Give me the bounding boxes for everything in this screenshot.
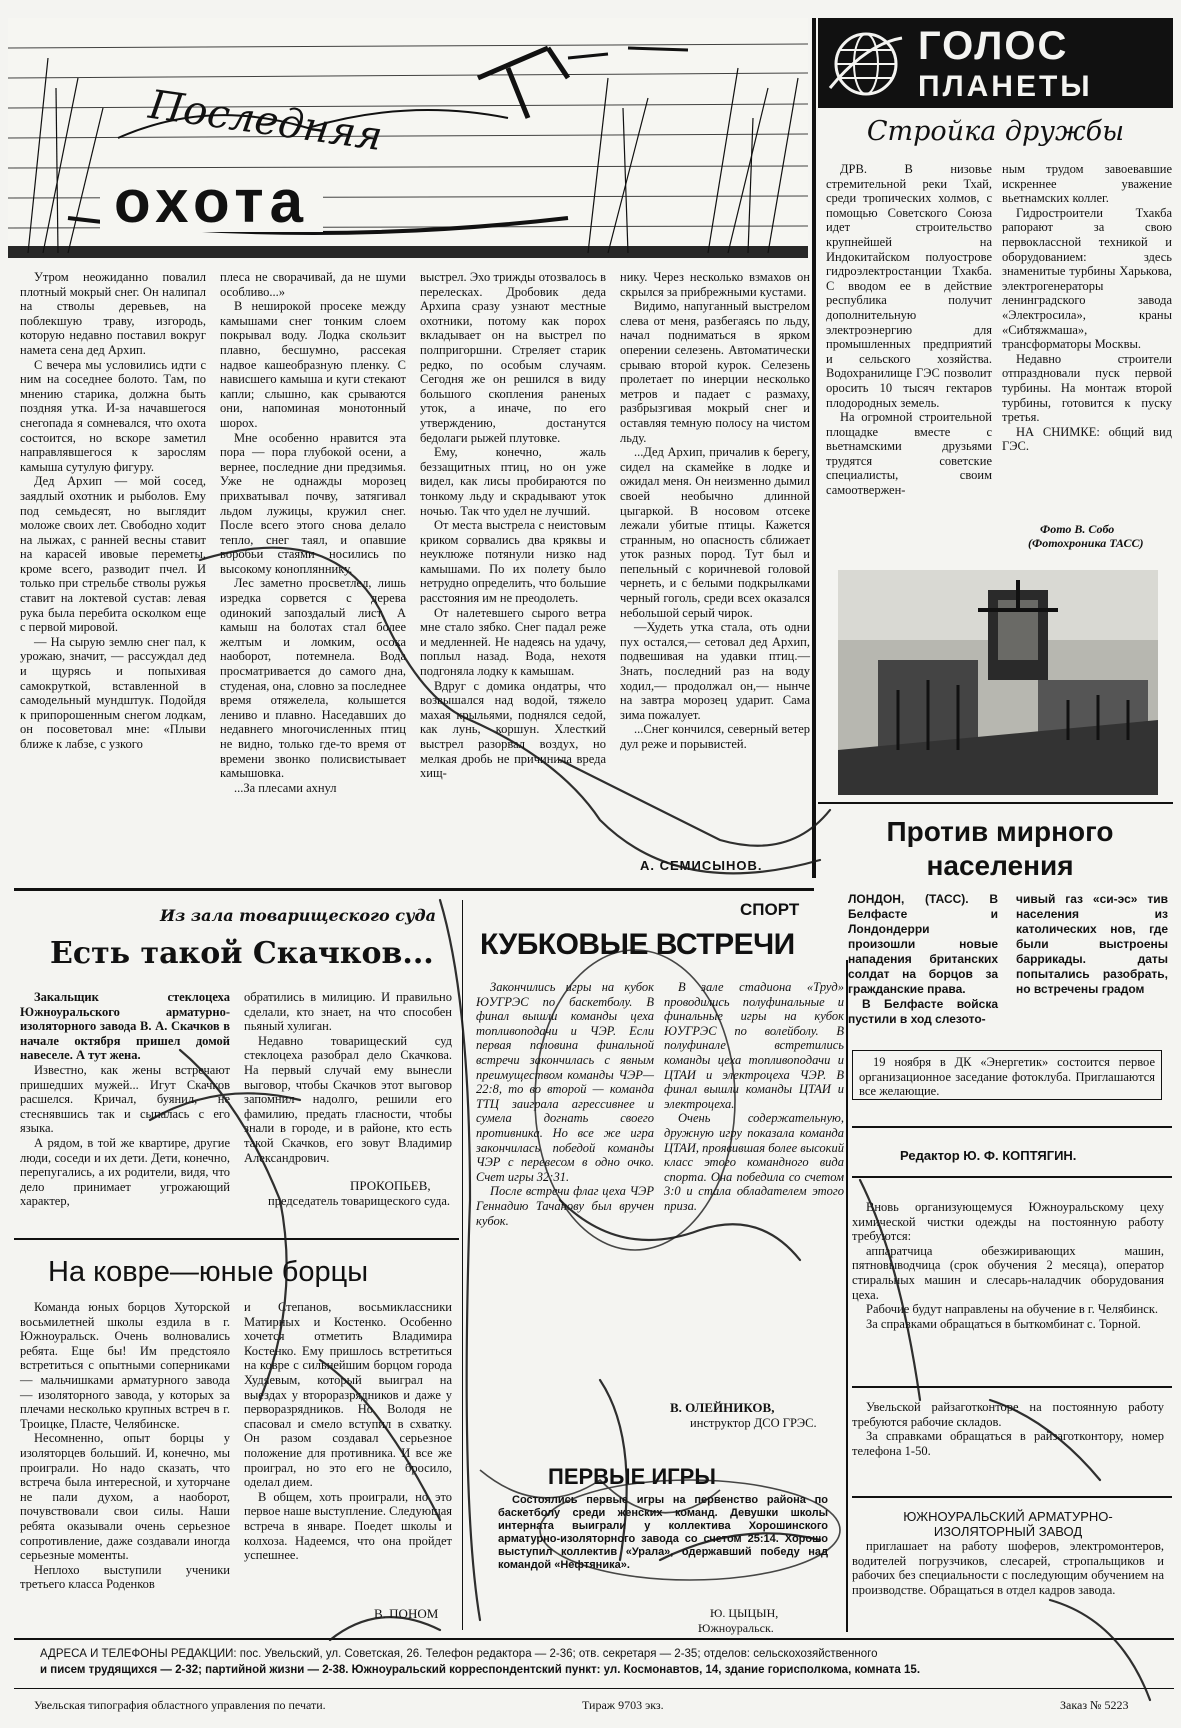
- rule-editor-top: [852, 1126, 1172, 1128]
- court-column-2: [244, 990, 452, 1165]
- hunt-paragraph: выстрел. Эхо трижды отозвалось в перелесках. Дробовик деда Архипа сразу узнают местные охотники, потому как порох вкладывает он на выстрел по полпригоршни. Стреляет старик редко, по особым случаям. Сегодня же он решился в виду большого скопления раненых уток, а иначе, по его утверждению, достанутся бедолаги рыжей плутовке.: [420, 270, 606, 445]
- wrestlers-signature: В. ПОНОМ: [374, 1606, 439, 1621]
- sport-paragraph: Закончились игры на кубок ЮУГРЭС по баскетболу. В финал вышли команды цеха топливоподачи и ЧЭР. Если первая половина финальной встречи закончилась с явным преимуществом команды ЧЭР—22:8, то во второй — команда ТТЦ заиграла агрессивнее и сумела догнать своего противника. Но все же игра закончилась победой команды ЧЭР с перевесом в одно очко. Счет игры 32:31.: [476, 980, 654, 1184]
- factory-ad-title: ЮЖНОУРАЛЬСКИЙ АРМАТУРНО-: [903, 1509, 1113, 1524]
- ad-paragraph: Рабочие будут направлены на обучение в г. Челябинск.: [866, 1302, 1159, 1317]
- sport-column-1: [476, 980, 654, 1390]
- hunt-paragraph: В неширокой просеке между камышами снег тонким слоем покрывал воду. Лодка скользит плавно, бесшумно, рассекая надвое кашеобразную пленку. С нависшего камыша и куги стекают капли; слышно, как срываются они, напоминая монотонный шорох.: [220, 299, 406, 430]
- peace-paragraph: В Белфасте войска пустили в ход слезото-: [848, 997, 998, 1026]
- hunt-paragraph: плеса не сворачивай, да не шуми особливо...»: [220, 270, 406, 299]
- hunt-paragraph: С вечера мы условились идти с ним на соседнее болото. Там, по мнению старика, должна быть поздняя утка. И-за начавшегося снегопада я сомневался, что охота состоится, но вскоре заметил направлявшегося к зарослям камыша сутулую фигуру.: [20, 357, 206, 474]
- court-paragraph: обратились в милицию. И правильно сделали, кто знает, на что способен пьяный хулиган.: [244, 990, 452, 1034]
- ad-paragraph: приглашает на работу шоферов, электромонтеров, водителей погрузчиков, слесарей, стропальщиков и рабочих без специальности с последующим обучением на производстве. Обращаться в отдел кадров завода.: [852, 1539, 1164, 1597]
- ad-paragraph: Вновь организующемуся Южноуральскому цеху химической чистки одежды на постоянную работу требуются:: [852, 1200, 1164, 1244]
- hunt-paragraph: ...Снег кончился, северный ветер дул реже и порывистей.: [620, 722, 810, 751]
- wrestlers-paragraph: Неплохо выступили ученики третьего класса Роденков: [20, 1562, 230, 1592]
- rule-hunt-right: [812, 18, 816, 878]
- rule-hunt-bottom: [14, 888, 814, 891]
- rule-court-bottom: [14, 1238, 459, 1240]
- hunt-column-1: [20, 270, 206, 895]
- rule-golos-sep: [818, 802, 1173, 804]
- golos-header: [818, 18, 1173, 108]
- court-title: Есть такой Скачков...: [50, 936, 434, 971]
- rule-court-right: [462, 900, 463, 1630]
- rule-footer-top: [14, 1638, 1174, 1640]
- peace-column-1: [848, 892, 998, 1027]
- wrestlers-column-1: [20, 1300, 230, 1620]
- first-games-title: ПЕРВЫЕ ИГРЫ: [548, 1464, 716, 1489]
- footer-address-line1: АДРЕСА И ТЕЛЕФОНЫ РЕДАКЦИИ: пос. Увельский, ул. Советская, 26. Телефон редактора — 2-36; отв. секретаря — 2-35; отделов: сельскохозяйственного: [40, 1648, 878, 1660]
- ad-paragraph: За справками обращаться в райзаготконтору, номер телефона 1-50.: [852, 1429, 1164, 1458]
- hunt-signature: А. СЕМИСЫНОВ.: [640, 858, 763, 873]
- sport-signature: В. ОЛЕЙНИКОВ,: [670, 1400, 775, 1415]
- sport-paragraph: После встречи флаг цеха ЧЭР Геннадию Тачанову был вручен кубок.: [476, 1184, 654, 1228]
- golos-paragraph: Гидростроители Тхакба рапорают за свою первоклассной техникой и оборудованием: здесь знаменитые турбины Харькова, электрогенераторы ленинградского завода «Электросила», краны «Сибтяжмаша», трансформаторы Москвы.: [1002, 205, 1172, 352]
- rule-sport-right: [846, 960, 848, 1632]
- globe-icon: [826, 24, 906, 104]
- court-column-1: [20, 990, 230, 1215]
- hunt-paragraph: ...За плесами ахнул: [234, 780, 337, 795]
- sport-rubric: СПОРТ: [740, 900, 800, 919]
- hunt-paragraph: нику. Через несколько взмахов он скрылся за прибрежными кустами.: [620, 270, 810, 299]
- golos-paragraph: Недавно строители отпраздновали пуск первой турбины. На монтаж второй турбины, готовится к пуску третья.: [1002, 351, 1172, 425]
- first-games-role: Южноуральск.: [698, 1621, 774, 1635]
- wrestlers-paragraph: Несомненно, опыт борцы у изоляторцев больший. И, конечно, мы проиграли. Но надо сказать, что встреча была интересной, и хуторчане не пали духом, а наоборот, почувствовали свои силы. Наши ребята оказывали очень серьезное сопротивление, даже создавали иногда серьезные моменты.: [20, 1431, 230, 1563]
- wrestlers-paragraph: В общем, хоть проиграли, но это первое наше выступление. Следующая встреча в январе. Поедет школы и колхоза. Надеемся, что она пройдет успешнее.: [244, 1489, 452, 1563]
- ad-paragraph: Увельской райзаготконторе на постоянную работу требуются рабочие складов.: [852, 1400, 1164, 1429]
- hunt-title-block: охота: [100, 172, 323, 232]
- golos-logo-line2: ПЛАНЕТЫ: [918, 70, 1093, 103]
- sport-title: КУБКОВЫЕ ВСТРЕЧИ: [480, 928, 795, 961]
- hunt-column-3: [420, 270, 606, 895]
- footer-printer: Увельская типография областного управления по печати.: [34, 1698, 326, 1712]
- hunt-paragraph: Ему, конечно, жаль беззащитных птиц, но он уже видел, как лисы пробираются по тонкому льду и скрадывают уток ночью. Так что удел не лучший.: [420, 445, 606, 518]
- footer-order: Заказ № 5223: [1060, 1698, 1129, 1712]
- golos-paragraph: ДРВ. В низовье стремительной реки Тхай, среди тропических холмов, с помощью Советского Союза идет строительство крупнейшей на Индокитайском полуострове гидроэлектростанции Тхакба. С вводом ее в действие республика получит дополнительную электроэнергию для промышленных предприятий и сельского хозяйства. Водохранилище ГЭС позволит оросить 10 тысяч гектаров плодородных земель.: [826, 162, 992, 410]
- hunt-paragraph: От налетевшего сырого ветра мне стало зябко. Снег падал реже и медленней. Не надеясь на удачу, поплыл назад. Вода, нехотя подгоняла лодку к камышам.: [420, 605, 606, 679]
- photo-credit-agency: (Фотохроника ТАСС): [1028, 536, 1144, 550]
- photo-club-text: 19 ноября в ДК «Энергетик» состоится первое организационное заседание фотоклуба. Приглашаются все желающие.: [859, 1055, 1155, 1099]
- rule-ad-sep: [852, 1386, 1172, 1388]
- factory-ad-title: ИЗОЛЯТОРНЫЙ ЗАВОД: [933, 1523, 1083, 1539]
- peace-paragraph: ЛОНДОН, (ТАСС). В Белфасте и Лондондерри произошли новые нападения британских солдат на борцов за гражданские права.: [848, 892, 998, 996]
- first-games-paragraph: Состоялись первые игры на первенство района по баскетболу среди женских команд. Девушки школы интерната выиграли у коллектива Хорошинского арматурно-изоляторного завода со счетом 25:14. Хорошо выступил коллектив «Урала», одержавший победу над командой «Нефтяника».: [498, 1494, 828, 1571]
- zagotkontora-ad: [852, 1400, 1164, 1480]
- golos-column-2: [1002, 162, 1172, 542]
- peace-column-2: [1016, 892, 1168, 1027]
- ad-paragraph: За справками обращаться в быткомбинат с. Торной.: [866, 1316, 1141, 1331]
- golos-logo-line1: ГОЛОС: [918, 24, 1069, 68]
- hunt-paragraph: Мне особенно нравится эта пора — пора глубокой осени, а вернее, последние дни предзимья. Уже не однажды морозец прихватывал почву, затягивал льдом лужицы, кружил снег. После всего этого снова делало тепло, снег таял, и опавшие воробьи стаями носились по высокому конопляннику.: [220, 430, 406, 576]
- hunt-paragraph: От места выстрела с неистовым криком сорвались два кряквы и неуклюже потянули низко над камышами. По их полету было нетрудно определить, что большие расстояния им не преодолеть.: [420, 518, 606, 606]
- hydropower-plant-image: [838, 570, 1158, 795]
- rule-footer-bottom: [14, 1688, 1174, 1689]
- hunt-paragraph: Видимо, напуганный выстрелом слева от меня, разбегаясь по льду, начал подниматься в ярком оперении селезень. Автоматически срываю второй курок. Селезень пролетает по инерции несколько метров и падает с размаху, разбрызгивая мокрый снег и оставляя темную полосу на чистом льду.: [620, 299, 810, 445]
- sport-signature-role: инструктор ДСО ГРЭС.: [690, 1416, 817, 1430]
- hunt-paragraph: — На сырую землю снег пал, к урожаю, значит, — рассуждал дед и щурясь и попыхивая самокруткой, вставленной в самодельный мундштук. Подойдя к припорошенным снегом лодкам, он посоветовал мне: «Плыви ближе к лабзе, с узкого: [20, 634, 206, 751]
- rule-ad-sep-2: [852, 1496, 1172, 1498]
- ges-photo: [838, 570, 1158, 795]
- hunt-column-4: [620, 270, 810, 870]
- court-rubric: Из зала товарищеского суда: [160, 906, 437, 925]
- court-paragraph: Известно, как жены встречают пришедших мужей... Игут Скачков расшелся. Кричал, буянил, не стеснявшись так и сыпалась с его языка.: [20, 1062, 230, 1136]
- peace-title-line1: Против мирного: [886, 816, 1114, 847]
- sport-column-2: [664, 980, 844, 1390]
- photo-caption: НА СНИМКЕ: общий вид ГЭС.: [1002, 424, 1172, 454]
- photo-club-notice: [852, 1050, 1162, 1100]
- first-games-text: [498, 1494, 828, 1612]
- factory-ad: [852, 1510, 1164, 1620]
- golos-column-1: [826, 162, 992, 562]
- sport-paragraph: Очень содержательную, дружную игру показала команда ЦТАИ, проявившая более высокий класс этого командного вида спорта. Она победила со счетом 3:0 и стала обладателем этого приза.: [664, 1111, 844, 1213]
- court-paragraph: А рядом, в той же квартире, другие люди, соседи и их дети. Дети, конечно, перепугались, а их родители, видя, что дело принимает угрожающий характер,: [20, 1135, 230, 1209]
- ad-paragraph: аппаратчица обезжиривающих машин, пятновыводчица (срок обучения 2 месяца), оператор стиральных машин и слесарь-наладчик оборудования цеха.: [852, 1243, 1164, 1302]
- footer-circulation: Тираж 9703 экз.: [582, 1698, 664, 1712]
- hunt-title-script: Последняя: [145, 81, 386, 161]
- hunt-paragraph: ...Дед Архип, причалив к берегу, сидел на скамейке в лодке и ожидал меня. Он неизменно дымил своей необычно длинной цыгаркой. В носовом отсеке лежали убитые птицы. Кажется странным, но опасность сближает уток разных пород. Тут был и пепельный с коричневой головой чернеть, и с белыми подкрылками черный гоголь, среди всех оказался небольшой серый чирок.: [620, 445, 810, 620]
- wrestlers-paragraph: и Степанов, восьмиклассники Матирных и Костенко. Особенно хочется отметить Владимира Костенко. Ему пришлось встретиться на ковре с сильнейшим борцом города Худяевым, который выиграл на выездах у второразрядников и даже у перворазрядников. Но Володя не спасовал и смело вступил в схватку. Он разом создавал серьезное положение для противника. И все же проиграл, но это его не бросило, оделал дием.: [244, 1300, 452, 1490]
- peace-title-line2: населения: [926, 850, 1074, 881]
- wrestlers-paragraph: Команда юных борцов Хуторской восьмилетней школы ездила в г. Южноуральск. Очень волновались ребята. Еще бы! Им предстояло встретиться с опытными соперниками — мальчишками арматурного завода — изоляторного завода, у которых за плечами несколько крупных встреч в г. Троицке, Пласте, Челябинске.: [20, 1300, 230, 1431]
- golos-paragraph: На огромной строительной площадке вместе с вьетнамскими друзьями трудятся советские специалисты, своим самоотвержен-: [826, 410, 992, 498]
- hunt-column-2: [220, 270, 406, 895]
- footer-address-line2: и писем трудящихся — 2-32; партийной жизни — 2-38. Южноуральский корреспондентский пункт: ул. Космонавтов, 14, здание горисполкома, комната 15.: [40, 1664, 921, 1676]
- hunt-banner: [8, 18, 808, 258]
- sport-paragraph: В зале стадиона «Труд» проводились полуфинальные и финальные игры на кубок ЮУГРЭС по волейболу. В полуфинале встретились команды цеха топливоподачи и ЦТАИ и электроцеха ЧЭР. В финал вышли команды ЦТАИ и электроцеха.: [664, 980, 844, 1111]
- court-signature: ПРОКОПЬЕВ,: [350, 1178, 431, 1193]
- wrestlers-column-2: [244, 1300, 452, 1600]
- hunt-paragraph: Вдруг с домика ондатры, что возвышался над водой, тяжело махая крыльями, поднялся седой, как лунь, коршун. Хлесткий выстрел разорвал воздух, но мелкая дробь не причинила вреда хищ-: [420, 678, 606, 781]
- hunt-paragraph: Лес заметно просветлел, лишь изредка сорвется с дерева одинокий запоздалый лист. А камыш на болотах стал более желтым и ломким, осока наоборот, потемнела. Вода просматривается до самого дна, студеная, она, словно за последнее время отяжелела, колышется лениво и плавно. Наседавших до недавнего многочисленных птиц не видно, только где-то время от времени звонко полисвистывает камышовка.: [220, 576, 406, 781]
- golos-title: Стройка дружбы: [866, 116, 1125, 147]
- editor-line: Редактор Ю. Ф. КОПТЯГИН.: [900, 1148, 1077, 1163]
- rule-editor-bottom: [852, 1176, 1172, 1178]
- hunt-paragraph: —Худеть утка стала, оть одни пух остался,— сетовал дед Архип, подвешивая на удавки птиц.— Знать, последний раз на воду ходил,— продолжал он,— нынче на завтра морозец ударит. Сама зима пожалует.: [620, 620, 810, 722]
- photo-credit: Фото В. Собо: [1040, 522, 1115, 536]
- court-paragraph: Недавно товарищеский суд стеклоцеха разобрал дело Скачкова. На первый случай ему вынесли выговор, чтобы Скачков этот выговор запомнил надолго, решили его фамилию, предать гласности, чтобы знали в городе, и в районе, кто есть такой Скачков, его зовут Владимир Александрович.: [244, 1033, 452, 1165]
- court-paragraph: Закальщик стеклоцеха Южноуральского арматурно-изоляторного завода В. А. Скачков в начале октября пришел домой навеселе. А тут жена.: [20, 990, 230, 1063]
- golos-paragraph: ным трудом завоевавшие искреннее уважение вьетнамских коллег.: [1002, 162, 1172, 206]
- wrestlers-title: На ковре—юные борцы: [48, 1256, 369, 1288]
- first-games-signature: Ю. ЦЫЦЫН,: [710, 1606, 779, 1620]
- peace-paragraph: чивый газ «си-эс» тив населения из католических нов, где были выстроены баррикады. даты попытались разобрать, но встречены градом: [1016, 892, 1168, 996]
- hunt-paragraph: Утром неожиданно повалил плотный мокрый снег. Он налипал на стволы деревьев, на поблекшую траву, изгородь, которую недавно поставил вокруг намета сена дед Архип.: [20, 270, 206, 357]
- hunt-paragraph: Дед Архип — мой сосед, заядлый охотник и рыболов. Ему под семьдесят, но выглядит моложе своих лет. Свободно ходит на лыжах, с ранней весны ставит на карасей ивовые переметы, кроме всего, разводит пчел. И только при стрельбе стволы ружья ставит на локтевой сустав: левая рука была перебита осколком еще с первой мировой.: [20, 474, 206, 635]
- dry-cleaning-ad: [852, 1200, 1164, 1370]
- court-signature-role: председатель товарищеского суда.: [268, 1194, 450, 1208]
